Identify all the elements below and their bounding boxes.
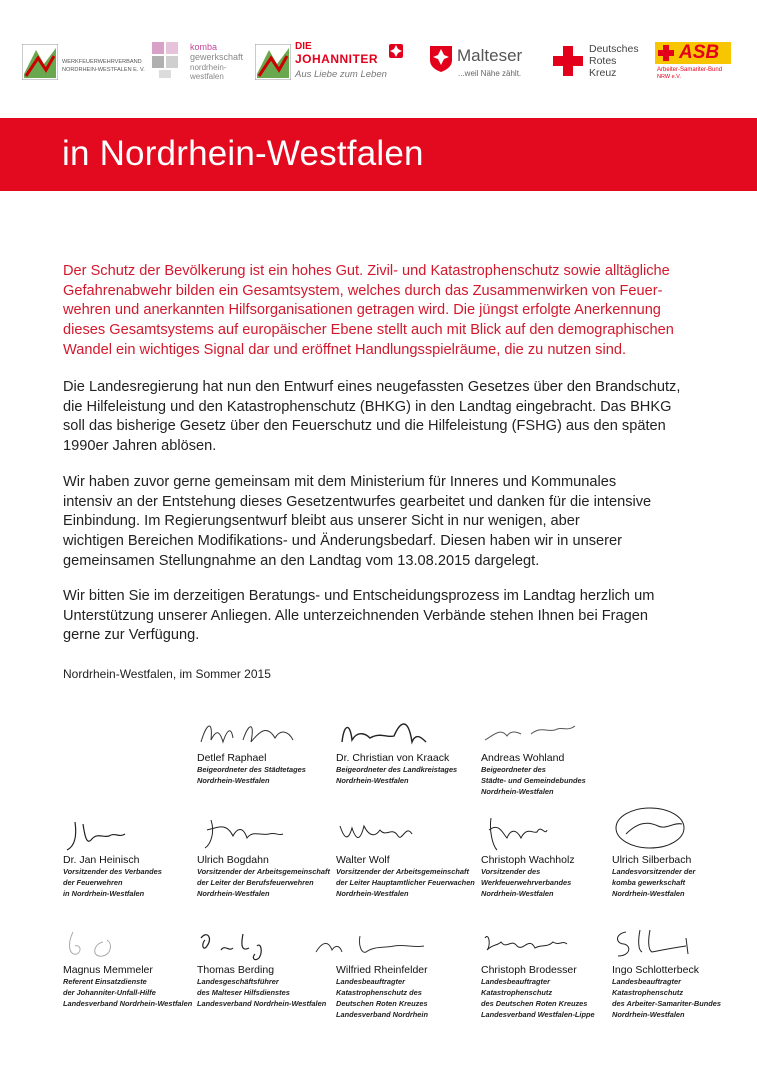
johanniter-cross-icon: [389, 44, 403, 58]
handwritten-signature: [336, 712, 456, 752]
paragraph-line: wichtigen Bereichen Modifikations- und Änderungsbedarf. Diesen haben wir in unserer: [63, 533, 622, 550]
signatory-name: Andreas Wohland: [481, 752, 565, 764]
komba-squares-icon: [152, 42, 180, 78]
signature-block: [197, 812, 347, 899]
handwritten-signature: [197, 812, 317, 854]
drk-line2: Rotes: [589, 55, 617, 67]
logo-strip: [0, 0, 757, 110]
handwritten-signature: [336, 812, 456, 854]
signatory-role: Landesgeschäftsführer des Malteser Hilfsdienstes Landesverband Nordrhein-Westfalen: [197, 977, 327, 1008]
signatory-name: Wilfried Rheinfelder: [336, 964, 428, 976]
paragraph-line: Gefahrenabwehr bilden ein Gesamtsystem, welches durch das Zusammenwirken von Feuer-: [63, 282, 663, 299]
red-cross-icon: [553, 46, 583, 76]
malteser-logo: [430, 40, 540, 84]
signature-block: [336, 812, 486, 899]
johanniter-line1: DIE: [295, 41, 312, 52]
signatory-name: Thomas Berding: [197, 964, 275, 976]
signatory-name: Dr. Jan Heinisch: [63, 854, 140, 866]
signatory-role: Vorsitzender des Werkfeuerwehrverbandes Nordrhein-Westfalen: [481, 867, 572, 898]
handwritten-signature: [197, 712, 317, 752]
handwritten-signature: [310, 924, 440, 964]
handwritten-signature: [63, 812, 183, 854]
body-paragraph-2: [63, 473, 713, 572]
werkfeuerwehrverband-line1: WERKFEUERWEHRVERBAND: [62, 59, 142, 65]
signatory-name: Christoph Wachholz: [481, 854, 575, 866]
signatory-name: Dr. Christian von Kraack: [336, 752, 450, 764]
paragraph-line: Wir bitten Sie im derzeitigen Beratungs- und Entscheidungsprozess im Landtag herzlich um: [63, 588, 655, 604]
body-paragraph-1: [63, 378, 713, 457]
paragraph-line: Wir haben zuvor gerne gemeinsam mit dem Ministerium für Inneres und Kommunales: [63, 474, 617, 490]
handwritten-signature: [481, 924, 601, 964]
intro-paragraph: [63, 262, 713, 361]
title-banner: [0, 118, 757, 191]
signatory-role: Vorsitzender der Arbeitsgemeinschaft der Leiter der Berufsfeuerwehren Nordrhein-Westfalen: [197, 867, 330, 898]
signature-block: [63, 924, 213, 1009]
asb-line2: Arbeiter-Samariter-Bund: [657, 67, 723, 73]
nrw-emblem-icon: [22, 44, 58, 80]
signature-block: [612, 804, 757, 899]
nrw-emblem-icon: [255, 44, 291, 80]
komba-logo: [152, 40, 250, 84]
signature-block: [481, 812, 631, 899]
malteser-line1: Malteser: [457, 46, 523, 65]
signatory-name: Ingo Schlotterbeck: [612, 964, 699, 976]
handwritten-signature: [63, 924, 183, 964]
signatory-role: Landesbeauftragter Katastrophenschutz des Deutschen Roten Kreuzes Landesverband Nordrhein: [336, 977, 428, 1019]
signatory-role: Referent Einsatzdienste der Johanniter-Unfall-Hilfe Landesverband Nordrhein-Westfalen: [63, 977, 193, 1008]
signature-block: [310, 924, 460, 1020]
komba-line4: westfalen: [190, 72, 224, 81]
signatory-name: Ulrich Bogdahn: [197, 854, 269, 866]
handwritten-signature: [197, 924, 317, 964]
asb-line3: NRW e.V.: [657, 74, 681, 80]
signatory-role: Beigeordneter des Landkreistages Nordrhein-Westfalen: [336, 765, 458, 785]
paragraph-line: Wandel ein wichtiges Signal dar und eröffnet Handlungsspielräume, die zu nutzen sind.: [63, 341, 627, 358]
asb-cross-icon: [658, 45, 674, 61]
paragraph-line: dieses Gesamtsystems auf europäischer Ebene stellt auch mit Blick auf den demographischen: [63, 322, 674, 339]
asb-logo: [655, 40, 745, 84]
signature-block: [336, 712, 486, 786]
johanniter-logo: [255, 40, 420, 84]
signatory-role: Vorsitzender des Verbandes der Feuerwehren in Nordrhein-Westfalen: [63, 867, 162, 898]
paragraph-line: Einbindung. Im Regierungsentwurf bleibt aus unserer Sicht in nur wenigen, aber: [63, 513, 580, 530]
paragraph-line: Die Landesregierung hat nun den Entwurf eines neugefassten Gesetzes über den Brandschutz,: [63, 379, 681, 395]
signatory-name: Christoph Brodesser: [481, 964, 577, 976]
handwritten-signature: [481, 712, 601, 752]
paragraph-line: intensiv an der Entstehung dieses Gesetzentwurfes gearbeitet und danken für die intensive: [63, 493, 652, 510]
paragraph-line: wehren und anerkannten Hilfsorganisationen getragen wird. Die jüngst erfolgte Anerkennung: [63, 302, 661, 319]
paragraph-line: die Hilfeleistung und den Katastrophenschutz (BHKG) in den Landtag eingebracht. Das BHKG: [63, 398, 672, 415]
handwritten-signature: [481, 812, 601, 854]
drk-logo: [553, 40, 648, 84]
signature-block: [197, 712, 347, 786]
komba-line3: nordrhein-: [190, 63, 227, 72]
werkfeuerwehrverband-logo: [22, 40, 150, 84]
handwritten-signature: [612, 924, 732, 964]
malteser-shield-icon: [430, 46, 452, 72]
signatory-role: Landesbeauftragter Katastrophenschutz des Arbeiter-Samariter-Bundes Nordrhein-Westfalen: [612, 977, 721, 1019]
drk-line1: Deutsches: [589, 43, 639, 55]
paragraph-line: Unterstützung unserer Anliegen. Alle unterzeichnenden Verbände stehen Ihnen bei Fragen: [63, 607, 648, 624]
asb-line1: ASB: [679, 42, 720, 63]
drk-line3: Kreuz: [589, 67, 617, 79]
signatory-role: Vorsitzender der Arbeitsgemeinschaft der Leiter Hauptamtlicher Feuerwachen Nordrhein-Westfalen: [336, 867, 475, 898]
body-paragraph-3: [63, 587, 713, 646]
paragraph-line: gerne zur Verfügung.: [63, 627, 200, 644]
werkfeuerwehrverband-line2: NORDRHEIN-WESTFALEN E. V.: [62, 67, 145, 73]
johanniter-line2: JOHANNITER: [295, 52, 379, 66]
signatory-role: Beigeordneter des Städtetages Nordrhein-Westfalen: [197, 765, 306, 785]
signatory-name: Walter Wolf: [336, 854, 390, 866]
signature-block: [481, 712, 631, 797]
malteser-line2: ...weil Nähe zählt.: [458, 69, 522, 78]
dateline: Nordrhein-Westfalen, im Sommer 2015: [63, 667, 271, 681]
paragraph-line: soll das bisherige Gesetz über den Feuerschutz und die Hilfeleistung (FSHG) aus den späten: [63, 418, 666, 435]
signature-block: [612, 924, 757, 1020]
signature-block: [63, 812, 213, 899]
signatory-role: Beigeordneter des Städte- und Gemeindebundes Nordrhein-Westfalen: [481, 765, 586, 796]
paragraph-line: 1990er Jahren ablösen.: [63, 438, 217, 455]
banner-title: in Nordrhein-Westfalen: [62, 134, 424, 173]
signatory-role: Landesbeauftragter Katastrophenschutz des Deutschen Roten Kreuzes Landesverband Westfalen-Lippe: [481, 977, 595, 1019]
johanniter-line3: Aus Liebe zum Leben: [295, 69, 387, 80]
komba-line2: gewerkschaft: [190, 52, 244, 62]
signatory-role: Landesvorsitzender der komba gewerkschaft Nordrhein-Westfalen: [612, 867, 696, 898]
paragraph-line: gemeinsamen Stellungnahme an den Landtag vom 13.08.2015 dargelegt.: [63, 552, 540, 569]
signatory-name: Ulrich Silberbach: [612, 854, 692, 866]
signatory-name: Magnus Memmeler: [63, 964, 153, 976]
paragraph-line: Der Schutz der Bevölkerung ist ein hohes Gut. Zivil- und Katastrophenschutz sowie alltägliche: [63, 263, 670, 279]
signature-block: [481, 924, 631, 1020]
komba-line1: komba: [190, 42, 218, 52]
signatory-name: Detlef Raphael: [197, 752, 267, 764]
handwritten-signature: [612, 804, 732, 854]
